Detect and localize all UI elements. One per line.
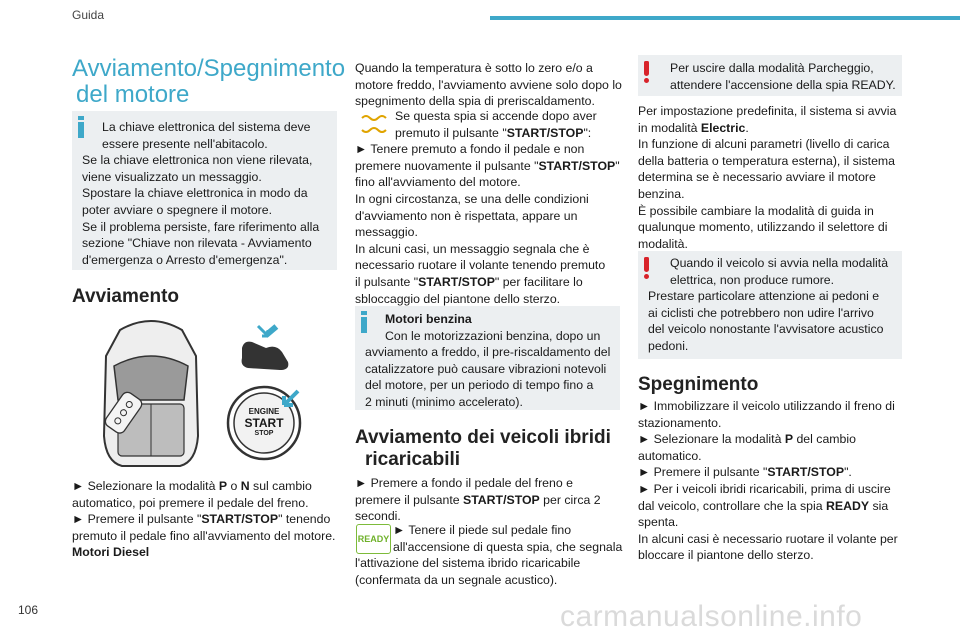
ready-indicator-icon: READY <box>356 524 391 554</box>
col1-paragraph: ► Selezionare la modalità P o N sul cambio automatico, poi premere il pedale del freno. ► Premere il pulsante "START/STOP" tenendo premuto il pedale fino all'avviamento del motore. Motori Diesel <box>72 479 336 560</box>
warning-box-electric: Quando il veicolo si avvia nella modalità elettrica, non produce rumore. Prestare particolare attenzione ai pedoni e ai ciclisti che potrebbero non udire l'arrivo del veicolo nonostante l'avvisatore acustico pedoni. <box>638 251 902 359</box>
col2-paragraph-2: Se questa spia si accende dopo aver premuto il pulsante "START/STOP": ► Tenere premuto a fondo il pedale e non premere nuovamente il pulsante "START/STOP" fino all'avviamento del motore. In ogni circostanza, se una delle condizioni d'avviamento non è rispettata, appare un messaggio. In alcuni casi, un messaggio segnala che è necessario ruotare il volante tenendo premuto il pulsante "START/STOP" per facilitare lo sbloccaggio del piantone dello sterzo. <box>355 109 620 306</box>
col2-paragraph-3: ► Premere a fondo il pedale del freno e premere il pulsante START/STOP per circa 2 secondi. <box>355 476 601 524</box>
car-topview-illustration <box>100 316 202 468</box>
footer-watermark: carmanualsonline.info <box>560 600 863 633</box>
heading-avviamento: Avviamento <box>72 286 179 307</box>
heading-hybrid: Avviamento dei veicoli ibridi ricaricabili <box>355 427 611 470</box>
col3-paragraph-2: ► Immobilizzare il veicolo utilizzando il freno di stazionamento. ► Selezionare la modalità P del cambio automatico. ► Premere il pulsante "START/STOP". ► Per i veicoli ibridi ricaricabili, prima di uscire dal veicolo, controllare che la spia READY sia spenta. In alcuni casi è necessario ruotare il volante per bloccare il piantone dello sterzo. <box>638 399 898 563</box>
page-title: Avviamento/Spegnimento del motore <box>72 55 346 108</box>
col2-paragraph-4: ► Tenere il piede sul pedale fino all'accensione di questa spia, che segnala l'attivazione del sistema ibrido ricaricabile (confermata da un segnale acustico). <box>355 523 623 587</box>
col2-paragraph-1: Quando la temperatura è sotto lo zero e/o a motore freddo, l'avviamento avviene solo dopo lo spegnimento della spia di preriscaldamento. <box>355 61 622 109</box>
info-box-key: La chiave elettronica del sistema deve essere presente nell'abitacolo. Se la chiave elettronica non viene rilevata, viene visualizzato un messaggio. Spostare la chiave elettronica in modo da poter avviare o spegnere il motore. Se il problema persiste, fare riferimento alla sezione "Chiave non rilevata - Avviamento d'emergenza o Arresto d'emergenza". <box>72 111 337 270</box>
heading-spegnimento: Spegnimento <box>638 374 759 395</box>
col3-paragraph-1: Per impostazione predefinita, il sistema si avvia in modalità Electric. In funzione di alcuni parametri (livello di carica della batteria o temperatura esterna), il sistema determina se è necessario avviare il motore benzina. È possibile cambiare la modalità di guida in qualunque momento, utilizzando il selettore di modalità. <box>638 104 897 251</box>
header-accent-bar <box>490 16 960 20</box>
page-number: 106 <box>18 603 39 617</box>
section-label: Guida <box>72 8 105 22</box>
brake-pedal-icon <box>236 322 294 372</box>
warning-box-parcheggio: Per uscire dalla modalità Parcheggio, attendere l'accensione della spia READY. <box>638 55 902 96</box>
info-box-benzina: Motori benzina Con le motorizzazioni benzina, dopo un avviamento a freddo, il pre-riscaldamento del catalizzatore può causare vibrazioni notevoli del motore, per un periodo di tempo fino a 2 minuti (minimo accelerato). <box>355 306 620 410</box>
start-stop-button-illustration: ENGINE START STOP <box>226 385 302 461</box>
